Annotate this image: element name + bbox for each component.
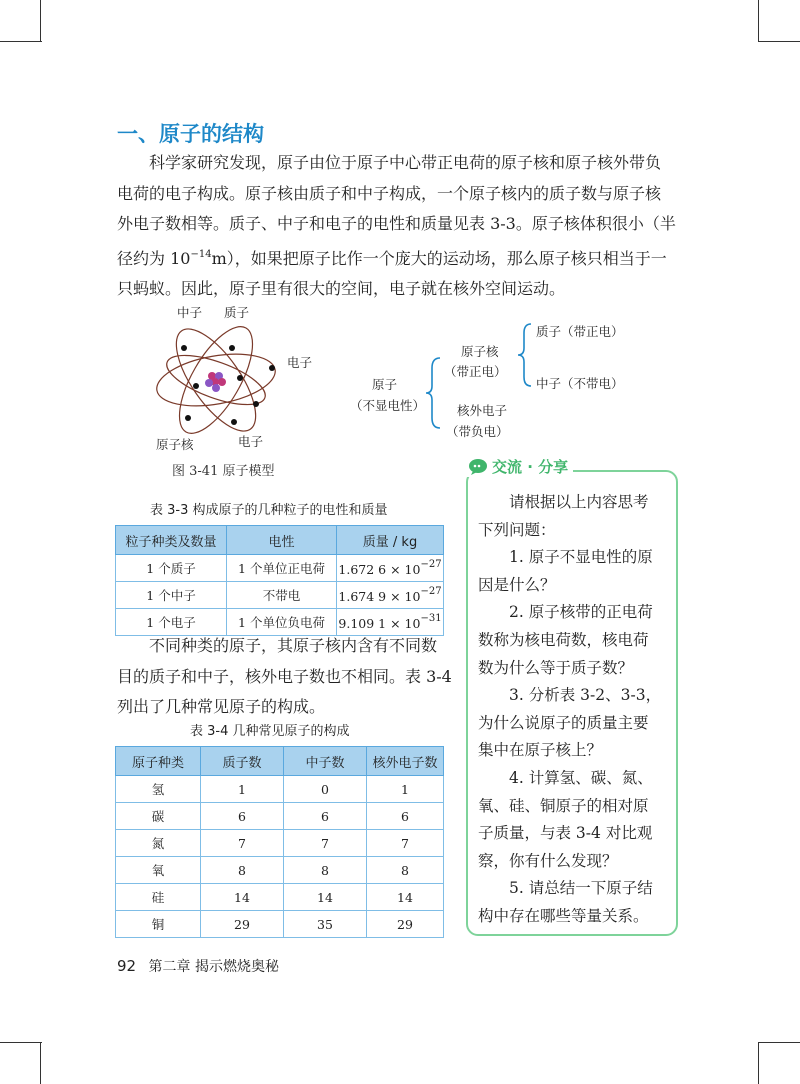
atom-model-figure	[150, 318, 290, 448]
label-electron-bottom: 电子	[238, 434, 264, 449]
brace-atom	[424, 356, 444, 430]
crop-mark	[758, 41, 800, 42]
page-number: 92	[117, 957, 137, 975]
table-row	[116, 582, 444, 609]
table-cell: 氧	[116, 857, 201, 884]
mass-value: 1.672 6 × 10	[338, 562, 421, 577]
table-cell: 8	[284, 857, 367, 884]
question-line: 察，你有什么发现？	[478, 851, 618, 870]
mass-value: 1.674 9 × 10	[338, 589, 421, 604]
exponent: −27	[420, 559, 442, 570]
intro-line: 只蚂蚁。因此，原子里有很大的空间，电子就在核外空间运动。	[117, 279, 566, 298]
nucleus-label: 原子核	[461, 344, 499, 359]
label-nucleus: 原子核	[156, 437, 194, 452]
electron-dot	[181, 345, 187, 351]
page-footer	[117, 956, 279, 976]
discussion-title-text: 交流 · 分享	[492, 458, 569, 476]
question-line: 1. 原子不显电性的原	[509, 548, 653, 567]
table-cell: 1 个中子	[116, 582, 227, 609]
question-line: 3. 分析表 3-2、3-3，	[509, 686, 662, 705]
table-row	[116, 830, 444, 857]
table-cell: 29	[367, 911, 444, 938]
table-cell: 14	[284, 884, 367, 911]
table-cell: 1 个电子	[116, 609, 227, 636]
question-line: 5. 请总结一下原子结	[509, 879, 653, 898]
intro-line-part: m），如果把原子比作一个庞大的运动场，那么原子核只相当于一	[211, 248, 667, 268]
question-line: 构中存在哪些等量关系。	[478, 906, 649, 925]
figure-caption: 图 3-41 原子模型	[172, 464, 275, 479]
label-electron-right: 电子	[287, 355, 313, 370]
table-cell: 氢	[116, 776, 201, 803]
intro-line: 科学家研究发现，原子由位于原子中心带正电荷的原子核和原子核外带负	[149, 153, 662, 172]
intro-line	[117, 240, 683, 275]
nucleus	[205, 372, 226, 392]
intro-line-part: 径约为 10	[117, 248, 191, 268]
chat-bubble-icon	[468, 458, 488, 476]
neutron-label: 中子（不带电）	[536, 376, 624, 391]
exponent: −31	[420, 613, 442, 624]
section-heading: 一、原子的结构	[117, 122, 264, 146]
table-cell	[337, 555, 444, 582]
crop-mark	[0, 41, 42, 42]
table-row	[116, 884, 444, 911]
table-cell: 0	[284, 776, 367, 803]
table-cell: 铜	[116, 911, 201, 938]
column-header: 粒子种类及数量	[116, 526, 227, 555]
column-header: 核外电子数	[367, 747, 444, 776]
question-line: 为什么说原子的质量主要	[478, 713, 649, 732]
table33	[115, 525, 444, 636]
crop-mark	[40, 0, 41, 42]
question-line: 2. 原子核带的正电荷	[509, 603, 653, 622]
table34	[115, 746, 444, 938]
electron-dot	[229, 345, 235, 351]
discussion-panel-title	[466, 456, 573, 477]
exponent: −27	[420, 586, 442, 597]
table-cell: 硅	[116, 884, 201, 911]
paragraph-line: 目的质子和中子，核外电子数也不相同。表 3-4	[117, 666, 452, 686]
intro-line: 电荷的电子构成。原子核由质子和中子构成，一个原子核内的质子数与原子核	[117, 183, 662, 203]
column-header: 质子数	[201, 747, 284, 776]
column-header: 质量 / kg	[337, 526, 444, 555]
question-line: 子质量，与表 3-4 对比观	[478, 824, 653, 843]
table-cell: 6	[284, 803, 367, 830]
nucleus-note: （带正电）	[444, 364, 507, 379]
electron-note: （带负电）	[446, 424, 509, 439]
table33-header-row	[116, 526, 444, 555]
table-cell	[337, 582, 444, 609]
question-line: 数为什么等于质子数？	[478, 658, 634, 677]
table-cell: 8	[201, 857, 284, 884]
table-cell: 1	[201, 776, 284, 803]
table-cell: 14	[367, 884, 444, 911]
question-line: 氧、硅、铜原子的相对原	[478, 796, 649, 815]
question-line: 下列问题：	[478, 520, 556, 539]
table-cell: 35	[284, 911, 367, 938]
table-row	[116, 803, 444, 830]
table-cell: 不带电	[227, 582, 337, 609]
atom-note: （不显电性）	[350, 398, 426, 413]
crop-mark	[758, 1042, 800, 1043]
question-line: 因是什么？	[478, 575, 556, 594]
table-cell: 7	[284, 830, 367, 857]
table33-caption: 表 3-3 构成原子的几种粒子的电性和质量	[150, 503, 388, 518]
table-cell: 29	[201, 911, 284, 938]
table-row	[116, 911, 444, 938]
chapter-title: 第二章 揭示燃烧奥秘	[148, 959, 279, 975]
paragraph-line: 不同种类的原子，其原子核内含有不同数	[149, 636, 438, 655]
electron-dot	[253, 401, 259, 407]
table34-caption: 表 3-4 几种常见原子的构成	[190, 724, 350, 739]
intro-paragraph	[117, 148, 683, 305]
table-cell: 氮	[116, 830, 201, 857]
table34-header-row	[116, 747, 444, 776]
table-row	[116, 776, 444, 803]
table-cell: 14	[201, 884, 284, 911]
crop-mark	[758, 1042, 759, 1084]
question-line: 集中在原子核上？	[478, 741, 603, 760]
electron-dot	[193, 383, 199, 389]
second-paragraph	[117, 631, 457, 723]
label-proton: 质子	[224, 305, 250, 320]
table-cell: 6	[201, 803, 284, 830]
electron-label: 核外电子	[457, 403, 508, 418]
question-line: 请根据以上内容思考	[509, 493, 649, 511]
table-cell: 7	[367, 830, 444, 857]
question-line: 数称为核电荷数，核电荷	[478, 630, 649, 649]
paragraph-line: 列出了几种常见原子的构成。	[117, 697, 326, 716]
table-cell: 8	[367, 857, 444, 884]
proton-label: 质子（带正电）	[536, 324, 624, 339]
table-cell: 1 个单位正电荷	[227, 555, 337, 582]
atom-label: 原子	[372, 377, 398, 392]
label-neutron: 中子	[177, 305, 203, 320]
table-row	[116, 857, 444, 884]
exponent: −14	[190, 248, 212, 260]
electron-dot	[237, 375, 243, 381]
electron-dot	[231, 419, 237, 425]
column-header: 原子种类	[116, 747, 201, 776]
column-header: 中子数	[284, 747, 367, 776]
crop-mark	[0, 1042, 42, 1043]
table-cell: 1	[367, 776, 444, 803]
column-header: 电性	[227, 526, 337, 555]
table-cell: 1 个质子	[116, 555, 227, 582]
table-row	[116, 555, 444, 582]
electron-dot	[269, 365, 275, 371]
brace-nucleus	[516, 322, 534, 388]
intro-line: 外电子数相等。质子、中子和电子的电性和质量见表 3-3。原子核体积很小（半	[117, 214, 676, 233]
question-line: 4. 计算氢、碳、氮、	[509, 768, 653, 787]
crop-mark	[758, 0, 759, 42]
mass-value: 9.109 1 × 10	[338, 616, 421, 631]
table-cell: 碳	[116, 803, 201, 830]
electron-dot	[185, 415, 191, 421]
discussion-questions	[478, 489, 668, 931]
crop-mark	[40, 1042, 41, 1084]
table-cell: 7	[201, 830, 284, 857]
table-cell: 6	[367, 803, 444, 830]
table-cell: 1 个单位负电荷	[227, 609, 337, 636]
